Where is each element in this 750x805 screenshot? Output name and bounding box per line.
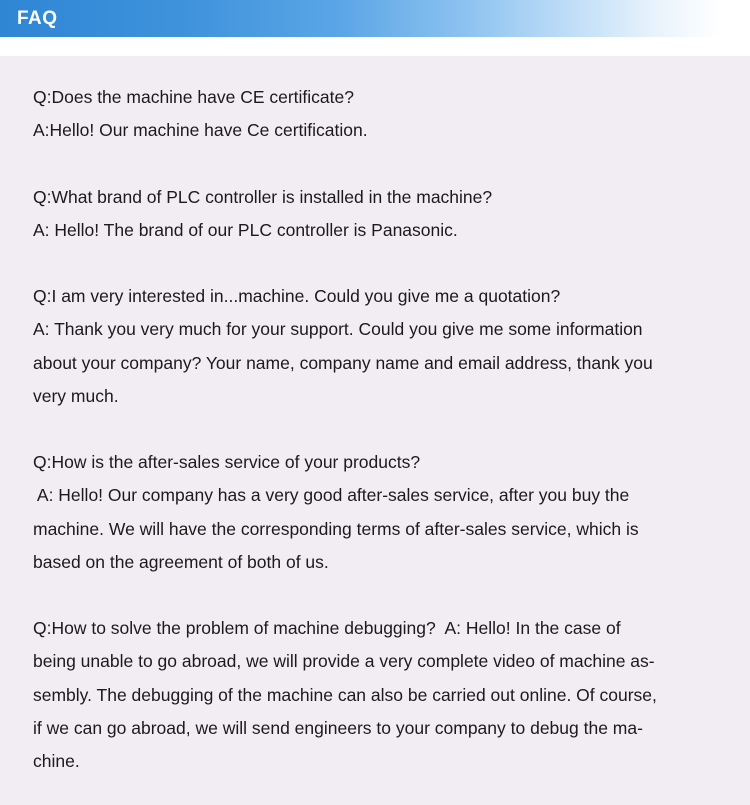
faq-spacer (33, 147, 723, 180)
faq-item-after-sales (33, 446, 723, 579)
faq-answer: A:Hello! Our machine have Ce certification. (33, 120, 368, 141)
faq-question: Q:How to solve the problem of machine debugging? A: Hello! In the case of (33, 618, 621, 639)
faq-item-ce-certificate (33, 81, 723, 147)
faq-answer-line: about your company? Your name, company name and email address, thank you (33, 352, 653, 373)
faq-answer-line: based on the agreement of both of us. (33, 551, 329, 572)
faq-answer-line: sembly. The debugging of the machine can also be carried out online. Of course, (33, 684, 657, 705)
faq-question: Q:I am very interested in...machine. Could you give me a quotation? (33, 286, 561, 307)
faq-list (33, 81, 723, 778)
faq-spacer (33, 247, 723, 280)
faq-answer-line: machine. We will have the corresponding terms of after-sales service, which is (33, 518, 639, 539)
faq-spacer (33, 413, 723, 446)
faq-answer-line: being unable to go abroad, we will provide a very complete video of machine as- (33, 651, 655, 672)
faq-item-debugging (33, 612, 723, 778)
faq-question: Q:How is the after-sales service of your products? (33, 452, 421, 473)
faq-answer-line: if we can go abroad, we will send engineers to your company to debug the ma- (33, 717, 643, 738)
faq-item-quotation (33, 280, 723, 413)
faq-question: Q:Does the machine have CE certificate? (33, 87, 354, 107)
faq-answer: A: Hello! Our company has a very good after-sales service, after you buy the (33, 485, 630, 506)
faq-answer: A: Thank you very much for your support. Could you give me some information (33, 319, 643, 340)
faq-question: Q:What brand of PLC controller is installed in the machine? (33, 186, 493, 207)
faq-answer: A: Hello! The brand of our PLC controller is Panasonic. (33, 219, 458, 240)
faq-answer-line: chine. (33, 751, 80, 771)
faq-header (0, 0, 750, 37)
faq-spacer (33, 579, 723, 612)
faq-answer-line: very much. (33, 385, 119, 406)
faq-item-plc-controller (33, 181, 723, 247)
faq-title: FAQ (17, 8, 58, 29)
